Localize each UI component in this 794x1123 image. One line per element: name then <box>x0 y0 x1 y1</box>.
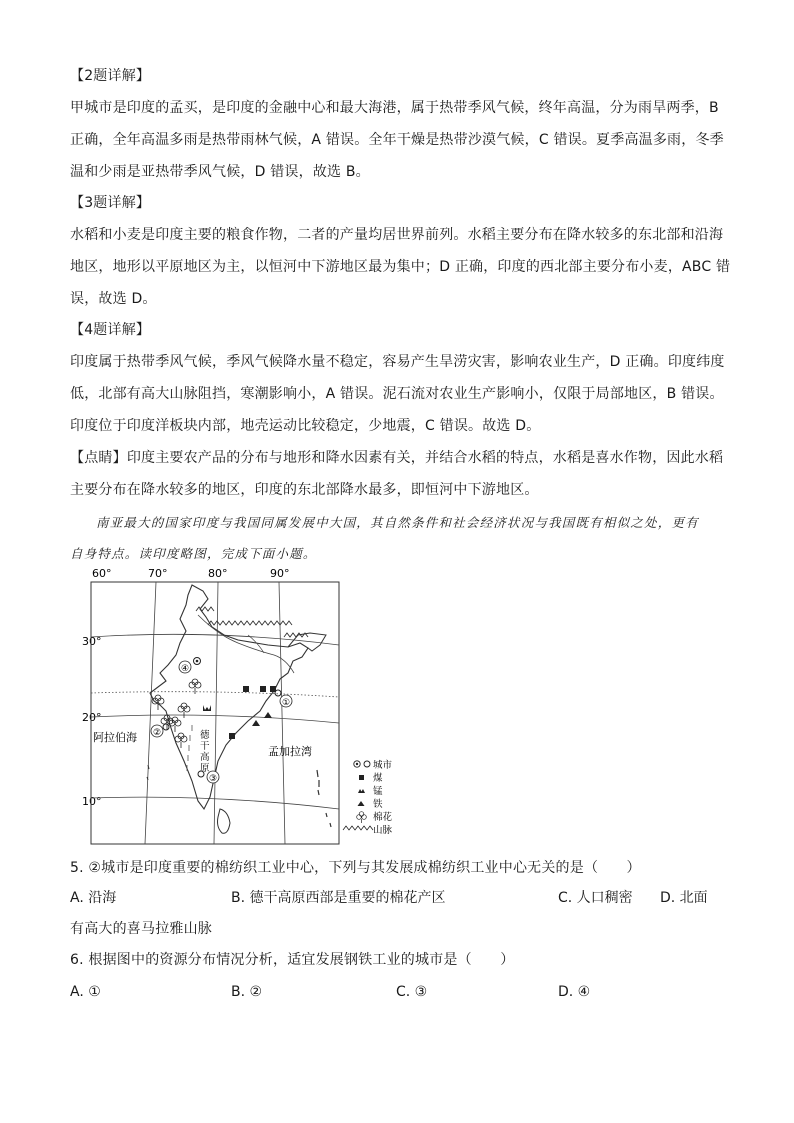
city-number: ① <box>282 698 291 708</box>
plateau-label-char: 原 <box>200 763 210 774</box>
coal-marker <box>229 733 235 739</box>
sri-lanka-outline <box>218 809 231 833</box>
coal-icon <box>359 775 364 780</box>
iron-icon <box>358 801 365 806</box>
text-line: 主要分布在降水较多的地区，印度的东北部降水最多，即恒河中下游地区。 <box>70 482 539 498</box>
lon-label: 70° <box>148 567 168 580</box>
plateau-label-char: 高 <box>200 752 210 763</box>
section-heading: 【3题详解】 <box>70 195 151 211</box>
coal-marker <box>260 686 266 692</box>
option-d[interactable]: D. ④ <box>558 984 591 1000</box>
map-legend <box>343 759 393 836</box>
text-line: 甲城市是印度的孟买，是印度的金融中心和最大海港，属于热带季风气候，终年高温，分为雨旱两季，B <box>70 100 719 116</box>
option-c[interactable]: C. 人口稠密 <box>558 890 633 906</box>
iron-marker <box>252 720 260 726</box>
manganese-icon <box>358 789 365 793</box>
text-line: 温和少雨是亚热带季风气候，D 错误，故选 B。 <box>70 164 370 180</box>
coal-marker <box>270 686 276 692</box>
legend-label: 锰 <box>373 786 383 797</box>
legend-label: 城市 <box>373 760 393 771</box>
option-a[interactable]: A. 沿海 <box>70 890 117 906</box>
sea-label: 孟加拉湾 <box>268 745 312 758</box>
option-b[interactable]: B. ② <box>231 984 263 1000</box>
option-continuation: 有高大的喜马拉雅山脉 <box>70 921 212 937</box>
island-chain <box>317 770 331 827</box>
lat-label: 20° <box>82 711 102 724</box>
city-number: ④ <box>181 664 190 674</box>
legend-label: 棉花 <box>373 812 393 823</box>
option-b[interactable]: B. 德干高原西部是重要的棉花产区 <box>231 890 446 906</box>
tropic-line <box>91 692 339 697</box>
plateau-label-char: 德 <box>200 730 210 741</box>
lat-label: 30° <box>82 635 102 648</box>
question-stem: 5. ②城市是印度重要的棉纺织工业中心，下列与其发展成棉纺织工业中心无关的是（ ） <box>70 860 641 876</box>
plateau-label-char: 干 <box>200 741 210 752</box>
lon-label: 60° <box>92 567 112 580</box>
option-c[interactable]: C. ③ <box>396 984 428 1000</box>
lat-label: 10° <box>82 795 102 808</box>
section-heading: 【2题详解】 <box>70 68 151 84</box>
option-d[interactable]: D. 北面 <box>660 890 708 906</box>
text-line: 误，故选 D。 <box>70 291 157 307</box>
mountain-range <box>196 607 308 637</box>
text-line: 印度属于热带季风气候，季风气候降水量不稳定，容易产生旱涝灾害，影响农业生产，D 正确。印度纬度 <box>70 354 725 370</box>
legend-label: 山脉 <box>373 825 393 836</box>
sea-label: 阿拉伯海 <box>93 731 137 744</box>
manganese-marker <box>203 705 211 711</box>
coal-marker <box>243 686 249 692</box>
text-line: 正确，全年高温多雨是热带雨林气候，A 错误。全年干燥是热带沙漠气候，C 错误。夏季高温多雨，冬季 <box>70 132 724 148</box>
section-heading: 【4题详解】 <box>70 322 151 338</box>
india-map <box>82 565 418 850</box>
legend-label: 铁 <box>373 799 383 810</box>
dianjing-label: 【点睛】 <box>70 450 127 466</box>
option-a[interactable]: A. ① <box>70 984 101 1000</box>
city-marker <box>163 724 169 730</box>
iron-marker <box>264 712 272 718</box>
city-number: ② <box>153 728 162 738</box>
text-line: 地区，地形以平原地区为主，以恒河中下游地区最为集中；D 正确，印度的西北部主要分布小麦，ABC 错 <box>70 259 731 275</box>
city-number: ③ <box>209 774 218 784</box>
text-line: 低，北部有高大山脉阻挡，寒潮影响小，A 错误。泥石流对农业生产影响小，仅限于局部地区，B 错误。 <box>70 386 724 402</box>
intro-line: 自身特点。读印度略图，完成下面小题。 <box>70 546 317 561</box>
intro-line: 南亚最大的国家印度与我国同属发展中大国，其自然条件和社会经济状况与我国既有相似之处，更有 <box>96 515 699 530</box>
mountain-icon <box>343 826 373 830</box>
text-line: 印度主要农产品的分布与地形和降水因素有关，并结合水稻的特点，水稻是喜水作物，因此水稻 <box>126 450 724 466</box>
text-line: 印度位于印度洋板块内部，地壳运动比较稳定，少地震，C 错误。故选 D。 <box>70 418 541 434</box>
city-marker-dot <box>196 660 199 663</box>
text-line: 水稻和小麦是印度主要的粮食作物，二者的产量均居世界前列。水稻主要分布在降水较多的东北部和沿海 <box>70 227 724 243</box>
cotton-icon <box>357 812 367 823</box>
lon-label: 90° <box>270 567 290 580</box>
legend-label: 煤 <box>373 773 383 784</box>
question-stem: 6. 根据图中的资源分布情况分析，适宜发展钢铁工业的城市是（ ） <box>70 952 515 968</box>
lon-label: 80° <box>208 567 228 580</box>
dianjing-line <box>70 448 723 468</box>
ghats-mark <box>187 725 192 771</box>
